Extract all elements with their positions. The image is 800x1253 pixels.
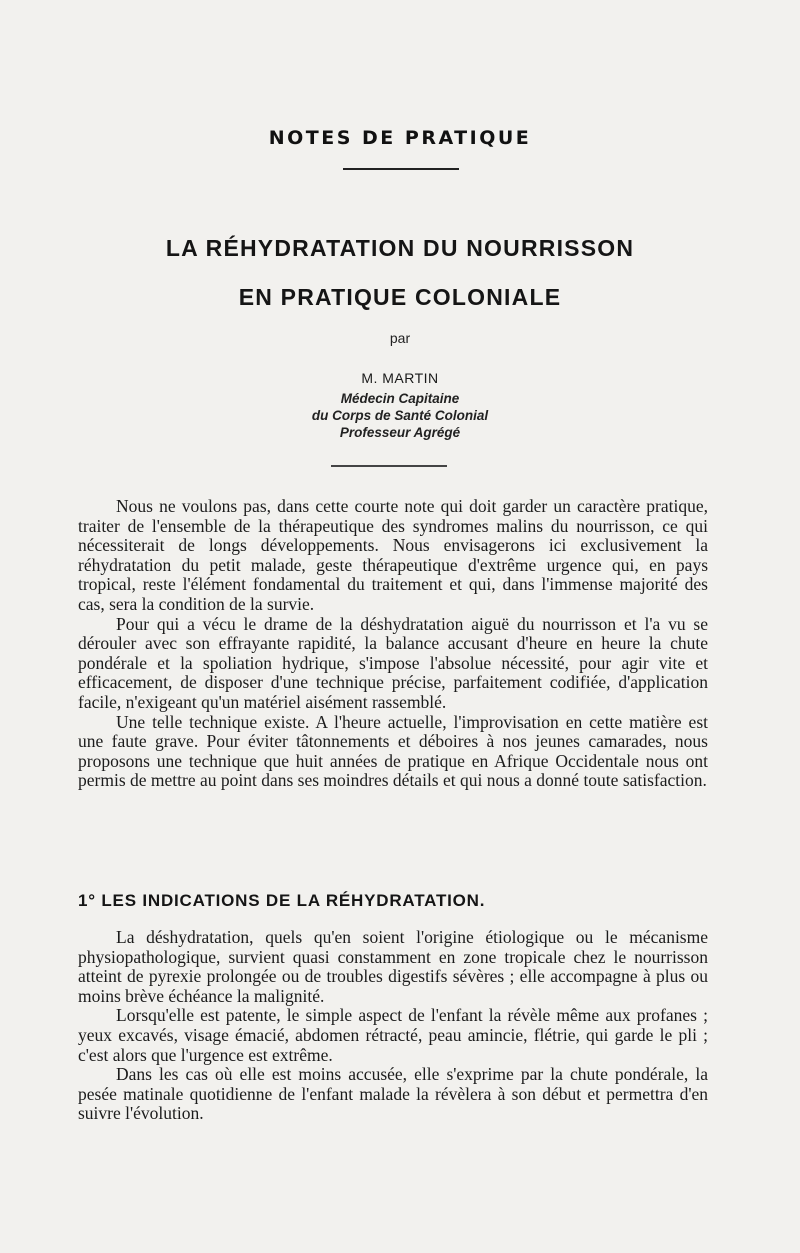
article-title-line-1: LA RÉHYDRATATION DU NOURRISSON bbox=[165, 235, 635, 261]
byline: par bbox=[389, 330, 411, 346]
author-affiliation-3: Professeur Agrégé bbox=[339, 425, 461, 440]
paragraph: Lorsqu'elle est patente, le simple aspect de l'enfant la révèle même aux profanes ; yeux excavés, visage émacié, abdomen rétracté, peau amincie, flétrie, qui garde le pli ; c'est alors que l'urgence est extrême. bbox=[78, 1005, 708, 1065]
divider-rule bbox=[331, 465, 447, 467]
paragraph: Nous ne voulons pas, dans cette courte note qui doit garder un caractère pratique, traiter de l'ensemble de la thérapeutique des syndromes malins du nourrisson, ce qui nécessiterait de longs développements. Nous envisagerons ici exclusivement la réhydratation du petit malade, geste thérapeutique d'extrême urgence qui, en pays tropical, reste l'élément fondamental du traitement et qui, dans l'immense majorité des cas, sera la condition de la survie. bbox=[78, 496, 708, 614]
section-subheading: 1° LES INDICATIONS DE LA RÉHYDRATATION. bbox=[78, 891, 486, 910]
author-affiliation-1: Médecin Capitaine bbox=[340, 391, 460, 406]
paragraph: La déshydratation, quels qu'en soient l'origine étiologique ou le mécanisme physiopathologique, survient quasi constamment en zone tropicale chez le nourrisson atteint de pyrexie prolongée ou de troubles digestifs sévères ; elle accompagne à plus ou moins brève échéance la malignité. bbox=[78, 927, 708, 1006]
section-heading: NOTES DE PRATIQUE bbox=[268, 127, 532, 149]
author-affiliation-2: du Corps de Santé Colonial bbox=[311, 408, 489, 423]
paragraph: Pour qui a vécu le drame de la déshydratation aiguë du nourrisson et l'a vu se dérouler avec son effrayante rapidité, la balance accusant d'heure en heure la chute pondérale et la spoliation hydrique, s'impose l'absolue nécessité, pour agir vite et efficacement, de disposer d'une technique précise, parfaitement codifiée, d'application facile, n'exigeant qu'un matériel aisément rassemblé. bbox=[78, 613, 708, 712]
article-title-line-2: EN PRATIQUE COLONIALE bbox=[238, 284, 562, 310]
heading-rule bbox=[343, 168, 459, 170]
intro-text bbox=[78, 497, 708, 791]
paragraph: Dans les cas où elle est moins accusée, elle s'exprime par la chute pondérale, la pesée matinale quotidienne de l'enfant malade la révèlera à son début et permettra d'en suivre l'évolution. bbox=[78, 1064, 708, 1124]
section-text bbox=[78, 928, 708, 1124]
author-name: M. MARTIN bbox=[361, 370, 439, 386]
paragraph: Une telle technique existe. A l'heure actuelle, l'improvisation en cette matière est une faute grave. Pour éviter tâtonnements et déboires à nos jeunes camarades, nous proposons une technique que huit années de pratique en Afrique Occidentale nous ont permis de mettre au point dans ses moindres détails et qui nous a donné toute satisfaction. bbox=[78, 711, 708, 791]
